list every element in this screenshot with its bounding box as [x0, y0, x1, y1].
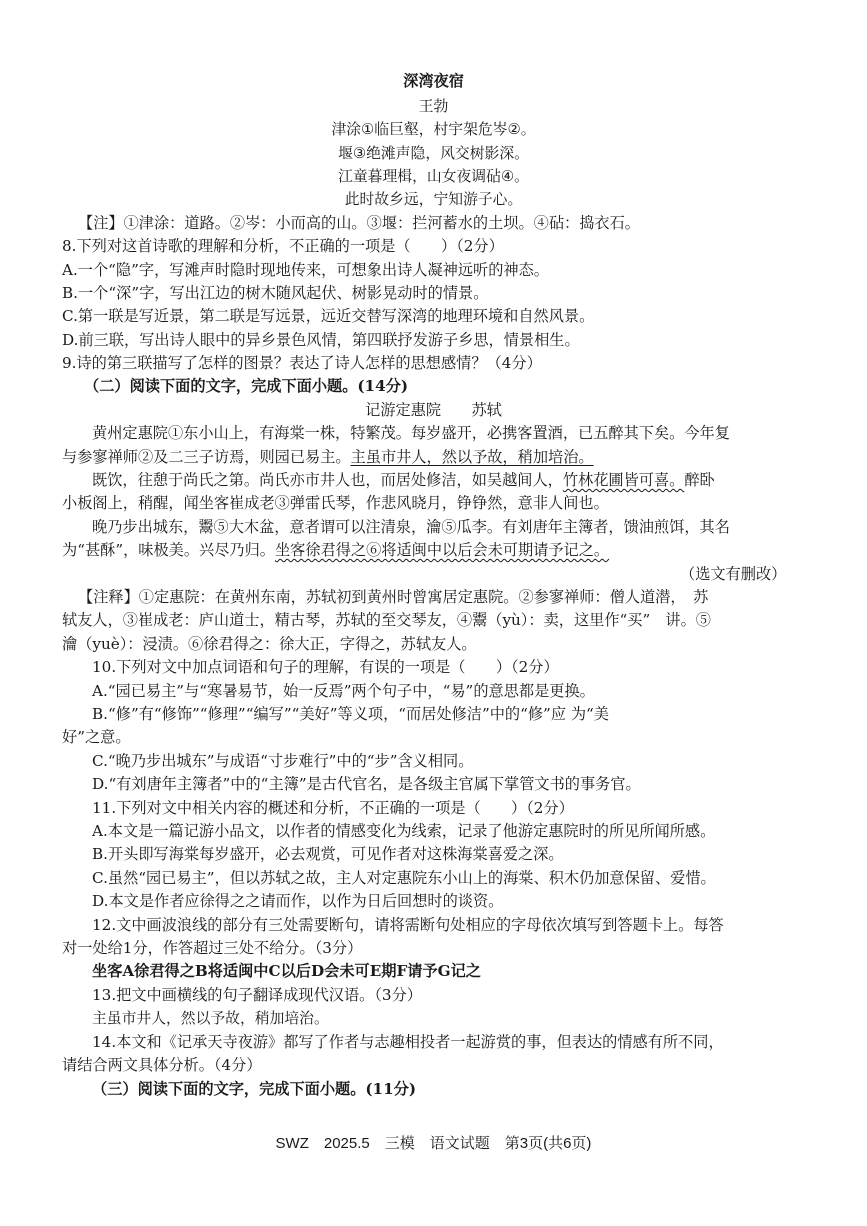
q11-option-c: C.虽然“园已易主”，但以苏轼之故，主人对定惠院东小山上的海棠、积木仍加意保留、爱惜。	[92, 869, 716, 887]
q9-stem: 9.诗的第三联描写了怎样的图景？表达了诗人怎样的思想感情？（4分）	[62, 354, 542, 372]
q14-stem: 14.本文和《记承天寺夜游》都写了作者与志趣相投者一起游赏的事，但表达的情感有所不同，	[92, 1033, 724, 1051]
essay-paragraph-3b	[62, 539, 609, 562]
q12-stem: 12.文中画波浪线的部分有三处需要断句，请将需断句处相应的字母依次填写到答题卡上。每答	[92, 916, 724, 934]
q8-stem: 8.下列对这首诗歌的理解和分析，不正确的一项是（ ）（2分）	[62, 237, 504, 255]
q11-stem: 11.下列对文中相关内容的概述和分析，不正确的一项是（ ）（2分）	[92, 799, 574, 817]
q8-option-b: B.一个“深”字，写出江边的树木随风起伏、树影晃动时的情景。	[62, 284, 489, 302]
essay-text: 醉卧	[684, 471, 715, 489]
q10-option-d: D.“有刘唐年主簿者”中的“主簿”是古代官名，是各级主官属下掌管文书的事务官。	[92, 775, 641, 793]
essay-text: 与参寥禅师②及二三子访焉，则园已易主。	[62, 448, 351, 466]
poem-title: 深湾夜宿	[403, 72, 464, 90]
q11-option-b: B.开头即写海棠每岁盛开，必去观赏，可见作者对这株海棠喜爱之深。	[92, 845, 564, 863]
poem-note: 【注】①津涂：道路。②岑：小而高的山。③堰：拦河蓄水的土坝。④砧：捣衣石。	[78, 214, 640, 232]
q10-option-a: A.“园已易主”与“寒暑易节，始一反焉”两个句子中，“易”的意思都是更换。	[92, 682, 595, 700]
wavy-underlined-sentence: 坐客徐君得之⑥将适闽中以后会未可期请予记之。	[274, 541, 610, 559]
essay-paragraph-2a	[92, 469, 715, 492]
q8-option-a: A.一个“隐”字，写滩声时隐时现地传来，可想象出诗人凝神远听的神态。	[62, 261, 549, 279]
q8-option-c: C.第一联是写近景，第二联是写远景，远近交替写深湾的地理环境和自然风景。	[62, 307, 595, 325]
poem-line-4: 此时故乡远，宁知游子心。	[344, 191, 523, 208]
q12-stem-cont: 对一处给1分，作答超过三处不给分。（3分）	[62, 939, 363, 957]
essay-text: 为“甚酥”，味极美。兴尽乃归。	[62, 541, 275, 559]
q11-option-a: A.本文是一篇记游小品文，以作者的情感变化为线索，记录了他游定惠院时的所见所闻所感。	[92, 822, 716, 840]
q12-sentence: 坐客A徐君得之B将适闽中C以后D会未可E期F请予G记之	[92, 962, 481, 980]
annotation-line-2: 轼友人，③崔成老：庐山道士，精古琴，苏轼的至交琴友，④鬻（yù）：卖，这里作“买” 讲。⑤	[62, 611, 711, 629]
section-2-heading: （二）阅读下面的文字，完成下面小题。(14分)	[84, 377, 409, 395]
essay-paragraph-2b: 小板阁上，稍醒，闻坐客崔成老③弹雷氏琴，作悲风晓月，铮铮然，意非人间也。	[62, 494, 609, 512]
q11-option-d: D.本文是作者应徐得之之请而作，以作为日后回想时的谈资。	[92, 892, 504, 910]
q14-stem-cont: 请结合两文具体分析。（4分）	[62, 1056, 262, 1074]
q10-option-b: B.“修”有“修饰”“修理”“编写”“美好”等义项，“而居处修洁”中的“修”应 为“美	[92, 705, 609, 723]
essay-source-note: （选文有删改）	[680, 565, 787, 583]
essay-title: 记游定惠院 苏轼	[365, 401, 502, 419]
section-3-heading: （三）阅读下面的文字，完成下面小题。(11分)	[92, 1080, 417, 1098]
poem-author: 王勃	[418, 98, 449, 115]
q13-sentence: 主虽市井人，然以予故，稍加培治。	[92, 1010, 329, 1027]
annotation-line-1: 【注释】①定惠院：在黄州东南，苏轼初到黄州时曾寓居定惠院。②参寥禅师：僧人道潜， 苏	[78, 588, 709, 606]
essay-text: 既饮，往憩于尚氏之第。尚氏亦市井人也，而居处修洁，如吴越间人，	[92, 471, 563, 489]
underlined-sentence: 主虽市井人，然以予故，稍加培治。	[350, 448, 594, 466]
poem-line-1: 津涂①临巨壑，村宇架危岑②。	[331, 121, 536, 138]
wavy-underlined-phrase: 竹林花圃皆可喜。	[562, 471, 685, 489]
poem-line-3: 江童暮理楫，山女夜调砧④。	[338, 168, 529, 185]
q10-stem: 10.下列对文中加点词语和句子的理解，有误的一项是（ ）（2分）	[92, 658, 559, 676]
annotation-line-3: 瀹（yuè）：浸渍。⑥徐君得之：徐大正，字得之，苏轼友人。	[62, 635, 477, 653]
q10-option-c: C.“晚乃步出城东”与成语“寸步难行”中的“步”含义相同。	[92, 752, 474, 770]
essay-paragraph-1b	[62, 446, 594, 469]
essay-paragraph-1a: 黄州定惠院①东小山上，有海棠一株，特繁茂。每岁盛开，必携客置酒，已五醉其下矣。今年复	[92, 424, 730, 442]
q8-option-d: D.前三联，写出诗人眼中的异乡景色风情，第四联抒发游子乡思，情景相生。	[62, 331, 580, 349]
page-footer: SWZ 2025.5 三模 语文试题 第3页(共6页)	[275, 1135, 592, 1152]
poem-line-2: 堰③绝滩声隐，风交树影深。	[338, 145, 529, 162]
essay-paragraph-3a: 晚乃步出城东，鬻⑤大木盆，意者谓可以注清泉，瀹⑤瓜李。有刘唐年主簿者，馈油煎饵，其名	[92, 518, 730, 536]
q10-option-b-cont: 好”之意。	[62, 728, 131, 746]
q13-stem: 13.把文中画横线的句子翻译成现代汉语。（3分）	[92, 986, 422, 1004]
